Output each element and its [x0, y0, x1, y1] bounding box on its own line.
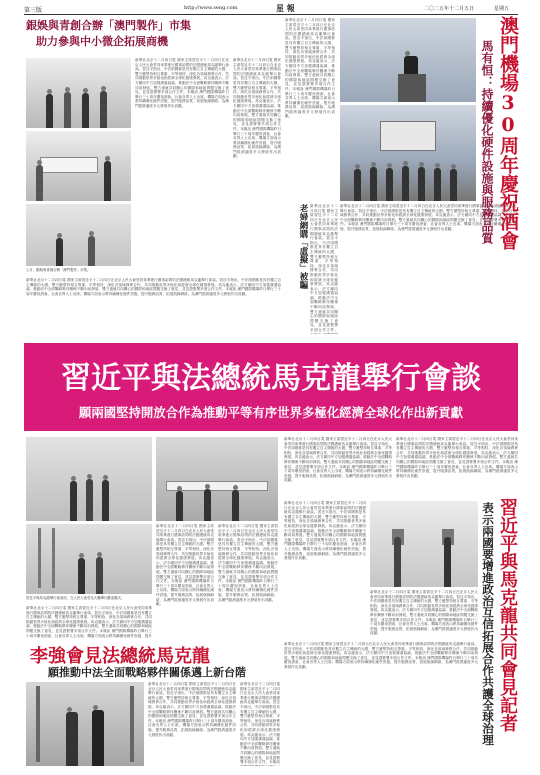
center-body-4: 新華社北京十二月四日電 國家主席習近平十二月四日在北京人民大會堂同來華進行國事訪問的法國總統馬克龍舉行會談。習近平指出，中法兩國都是具有獨立自主傳統的大國，雙方應堅持相互尊重、平等相待，深化各領域務實合作，共同推動世界多極化和經濟全球化健康發展。馬克龍表示，法方願同中方加強溝通協調，推動法中全面戰略夥伴關係不斷向前發展。雙方還就共同關心的國際和地區問題交換了意見，並見證簽署多項合作文件。本報訊 澳門國際機場昨日舉行三十周年慶祝酒會，社會各界人士出席。機場方面表示將持續優化硬件設施，提升服務品質，拓展航線網絡，為澳門經濟適度多元發展作出貢獻。 — [370, 590, 478, 636]
story-bl-body-3: 新華社北京十二月四日電 國家主席習近平十二月四日在北京人民大會堂同來華進行國事訪問的法國總統馬克龍舉行會談。習近平指出，中法兩國都是具有獨立自主傳統的大國，雙方應堅持相互尊重、平等相待，深化各領域務實合作，共同推動世界多極化和經濟全球化健康發展。馬克龍表示，法方願同中方加強溝通協調，推動法中全面戰略夥伴關係不斷向前發展。雙方還就共同關心的國際和地區問題交換了意見，並見證簽署多項合作文件。本報訊 澳門國際機場昨日舉行三十周年慶祝酒會，社會各界人士出席。機場方面表示將持續優化硬件設施，提升服務品質，拓展航線網絡，為澳門經濟適度多元發展作出貢獻。 — [284, 642, 478, 669]
photo-market-stalls — [26, 204, 131, 266]
story-tr-body: 新華社北京十二月四日電 國家主席習近平十二月四日在北京人民大會堂同來華進行國事訪問的法國總統馬克龍舉行會談。習近平指出，中法兩國都是具有獨立自主傳統的大國，雙方應堅持相互尊重、平等相待，深化各領域務實合作，共同推動世界多極化和經濟全球化健康發展。馬克龍表示，法方願同中方加強溝通協調，推動法中全面戰略夥伴關係不斷向前發展。雙方還就共同關心的國際和地區問題交換了意見，並見證簽署多項合作文件。本報訊 澳門國際機場昨日舉行三十周年慶祝酒會，社會各界人士出席。機場方面表示將持續優化硬件設施，提升服務品質，拓展航線網絡，為澳門經濟適度多元發展作出貢獻。 — [340, 204, 516, 231]
center-body-2: 新華社北京十二月四日電 國家主席習近平十二月四日在北京人民大會堂同來華進行國事訪問的法國總統馬克龍舉行會談。習近平指出，中法兩國都是具有獨立自主傳統的大國，雙方應堅持相互尊重、平等相待，深化各領域務實合作，共同推動世界多極化和經濟全球化健康發展。馬克龍表示，法方願同中方加強溝通協調，推動法中全面戰略夥伴關係不斷向前發展。雙方還就共同關心的國際和地區問題交換了意見，並見證簽署多項合作文件。本報訊 澳門國際機場昨日舉行三十周年慶祝酒會，社會各界人士出席。機場方面表示將持續優化硬件設施，提升服務品質，拓展航線網絡，為澳門經濟適度多元發展作出貢獻。 — [396, 437, 518, 478]
masthead-url: http://www.seng.com — [184, 5, 238, 11]
banner-story-body-1: 新華社北京十二月四日電 國家主席習近平十二月四日在北京人民大會堂同來華進行國事訪問的法國總統馬克龍舉行會談。習近平指出，中法兩國都是具有獨立自主傳統的大國，雙方應堅持相互尊重、平等相待，深化各領域務實合作，共同推動世界多極化和經濟全球化健康發展。馬克龍表示，法方願同中方加強溝通協調，推動法中全面戰略夥伴關係不斷向前發展。雙方還就共同關心的國際和地區問題交換了意見，並見證簽署多項合作文件。本報訊 澳門國際機場昨日舉行三十周年慶祝酒會，社會各界人士出席。機場方面表示將持續優化硬件設施，提升服務品質，拓展航線網絡，為澳門經濟適度多元發展作出貢獻。 — [156, 524, 214, 607]
story-mid-body: 新華社北京十二月四日電 國家主席習近平十二月四日在北京人民大會堂同來華進行國事訪問的法國總統馬克龍舉行會談。習近平指出，中法兩國都是具有獨立自主傳統的大國，雙方應堅持相互尊重、平等相待，深化各領域務實合作，共同推動世界多極化和經濟全球化健康發展。馬克龍表示，法方願同中方加強溝通協調，推動法中全面戰略夥伴關係不斷向前發展。雙方還就共同關心的國際和地區問題交換了意見，並見證簽署多項合作文件。本報訊 澳門國際機場昨日舉行三十周年慶祝酒會，社會各界人士出席。機場方面表示將持續優化硬件設施，提升服務品質，拓展航線網絡，為澳門經濟適度多元發展作出貢獻。 — [285, 18, 335, 119]
story-right-subheadline: 表示兩國要增進政治互信拓展合作共護全球治理 — [481, 502, 495, 746]
banner — [24, 343, 518, 431]
story-bl-headline: 李強會見法總統馬克龍 — [30, 646, 210, 667]
page-number: 第三版 — [24, 7, 43, 14]
center-body-3: 新華社北京十二月四日電 國家主席習近平十二月四日在北京人民大會堂同來華進行國事訪問的法國總統馬克龍舉行會談。習近平指出，中法兩國都是具有獨立自主傳統的大國，雙方應堅持相互尊重、平等相待，深化各領域務實合作，共同推動世界多極化和經濟全球化健康發展。馬克龍表示，法方願同中方加強溝通協調，推動法中全面戰略夥伴關係不斷向前發展。雙方還就共同關心的國際和地區問題交換了意見，並見證簽署多項合作文件。本報訊 澳門國際機場昨日舉行三十周年慶祝酒會，社會各界人士出席。機場方面表示將持續優化硬件設施，提升服務品質，拓展航線網絡，為澳門經濟適度多元發展作出貢獻。 — [284, 501, 366, 561]
center-body-1: 新華社北京十二月四日電 國家主席習近平十二月四日在北京人民大會堂同來華進行國事訪問的法國總統馬克龍舉行會談。習近平指出，中法兩國都是具有獨立自主傳統的大國，雙方應堅持相互尊重、平等相待，深化各領域務實合作，共同推動世界多極化和經濟全球化健康發展。馬克龍表示，法方願同中方加強溝通協調，推動法中全面戰略夥伴關係不斷向前發展。雙方還就共同關心的國際和地區問題交換了意見，並見證簽署多項合作文件。本報訊 澳門國際機場昨日舉行三十周年慶祝酒會，社會各界人士出席。機場方面表示將持續優化硬件設施，提升服務品質，拓展航線網絡，為澳門經濟適度多元發展作出貢獻。 — [284, 437, 392, 483]
story-bl-body-2: 新華社北京十二月四日電 國家主席習近平十二月四日在北京人民大會堂同來華進行國事訪問的法國總統馬克龍舉行會談。習近平指出，中法兩國都是具有獨立自主傳統的大國，雙方應堅持相互尊重、平等相待，深化各領域務實合作，共同推動世界多極化和經濟全球化健康發展。馬克龍表示，法方願同中方加強溝通協調，推動法中全面戰略夥伴關係不斷向前發展。雙方還就共同關心的國際和地區問題交換了意見，並見證簽署多項合作文件。本報訊 — [240, 682, 280, 765]
story-bl-subheadline: 願推動中法全面戰略夥伴關係邁上新台階 — [48, 666, 246, 679]
lower-left-body: 新華社北京十二月四日電 國家主席習近平十二月四日在北京人民大會堂同來華進行國事訪問的法國總統馬克龍舉行會談。習近平指出，中法兩國都是具有獨立自主傳統的大國，雙方應堅持相互尊重、平等相待，深化各領域務實合作，共同推動世界多極化和經濟全球化健康發展。馬克龍表示，法方願同中方加強溝通協調，推動法中全面戰略夥伴關係不斷向前發展。雙方還就共同關心的國際和地區問題交換了意見，並見證簽署多項合作文件。本報訊 澳門國際機場昨日舉行三十周年慶祝酒會，社會各界人士出席。機場方面表示將持續優化硬件設施，提升 — [26, 606, 152, 638]
photo-talks-table — [156, 437, 278, 521]
caption-market: 上月，銀娛與青創合辦「澳門製作」市集。 — [26, 268, 91, 272]
banner-story-body-2: 新華社北京十二月四日電 國家主席習近平十二月四日在北京人民大會堂同來華進行國事訪問的法國總統馬克龍舉行會談。習近平指出，中法兩國都是具有獨立自主傳統的大國，雙方應堅持相互尊重、平等相待，深化各領域務實合作，共同推動世界多極化和經濟全球化健康發展。馬克龍表示，法方願同中方加強溝通協調，推動法中全面戰略夥伴關係不斷向前發展。雙方還就共同關心的國際和地區問題交換了意見，並見證簽署多項合作文件。本報訊 澳門國際機場昨日舉行三十周年慶祝酒會，社會各界人士出席。機場方面表示將持續優化硬件設施，提升服務品質，拓展航線網絡，為澳門經濟適度多元發展作出貢獻。 — [218, 524, 278, 602]
banner-subtitle: 願兩國堅持開放合作為推動平等有序世界多極化經濟全球化作出新貢獻 — [78, 405, 464, 420]
story-mid-headline: 老婦網購「虛擬」被騙 — [298, 204, 308, 289]
masthead — [24, 4, 518, 14]
photo-airport-stage — [340, 105, 476, 201]
masthead-weekday: 星期五 — [494, 6, 510, 12]
story-right-headline: 習近平與馬克龍共同會見記者 — [497, 498, 518, 732]
story-bl-body-1: 新華社北京十二月四日電 國家主席習近平十二月四日在北京人民大會堂同來華進行國事訪問的法國總統馬克龍舉行會談。習近平指出，中法兩國都是具有獨立自主傳統的大國，雙方應堅持相互尊重、平等相待，深化各領域務實合作，共同推動世界多極化和經濟全球化健康發展。馬克龍表示，法方願同中方加強溝通協調，推動法中全面戰略夥伴關係不斷向前發展。雙方還就共同關心的國際和地區問題交換了意見，並見證簽署多項合作文件。本報訊 澳門國際機場昨日舉行三十周年慶祝酒會，社會各界人士出席。機場方面表示將持續優化硬件設施，提升服務品質，拓展航線網絡，為澳門經濟適度多元發展作出貢獻。 — [148, 682, 236, 737]
masthead-rule — [24, 14, 518, 15]
story-tr-headline: 澳門機場30周年慶祝酒會 — [497, 16, 519, 250]
story-tl-body-3: 新華社北京十二月四日電 國家主席習近平十二月四日在北京人民大會堂同來華進行國事訪問的法國總統馬克龍舉行會談。習近平指出，中法兩國都是具有獨立自主傳統的大國，雙方應堅持相互尊重、平等相待，深化各領域務實合作，共同推動世界多極化和經濟全球化健康發展。馬克龍表示，法方願同中方加強溝通協調，推動法中全面戰略夥伴關係不斷向前發展。雙方還就共同關心的國際和地區問題交換了意見，並見證簽署多項合作文件。本報訊 澳門國際機場昨日舉行三十周年慶祝酒會，社會各界人士出席。機場方面表示將持續優化硬件設施，提升服務品質，拓展航線網絡，為澳門經濟適度多元發展作出貢獻。 — [26, 278, 281, 296]
photo-press-conference — [370, 501, 478, 587]
story-tr-subheadline: 馬有恒：持續優化硬件設施與服務品質 — [480, 40, 494, 244]
caption-welcome: 習近平與馬克龍舉行會談前，在人民大會堂北大廳舉行歡迎儀式。 — [26, 596, 125, 600]
story-tl-body-2: 新華社北京十二月四日電 國家主席習近平十二月四日在北京人民大會堂同來華進行國事訪問的法國總統馬克龍舉行會談。習近平指出，中法兩國都是具有獨立自主傳統的大國，雙方應堅持相互尊重、平等相待，深化各領域務實合作，共同推動世界多極化和經濟全球化健康發展。馬克龍表示，法方願同中方加強溝通協調，推動法中全面戰略夥伴關係不斷向前發展。雙方還就共同關心的國際和地區問題交換了意見，並見證簽署多項合作文件。本報訊 澳門國際機場昨日舉行三十周年慶祝酒會，社會各界人士出席。機場方面表示將持續優化硬件設施，提升服務品質，拓展航線網絡，為澳門經濟適度多元發展作出貢獻。 — [233, 58, 281, 159]
masthead-date: 二〇二五年十二月五日 — [424, 6, 475, 12]
story-tl-body-1: 新華社北京十二月四日電 國家主席習近平十二月四日在北京人民大會堂同來華進行國事訪問的法國總統馬克龍舉行會談。習近平指出，中法兩國都是具有獨立自主傳統的大國，雙方應堅持相互尊重、平等相待，深化各領域務實合作，共同推動世界多極化和經濟全球化健康發展。馬克龍表示，法方願同中方加強溝通協調，推動法中全面戰略夥伴關係不斷向前發展。雙方還就共同關心的國際和地區問題交換了意見，並見證簽署多項合作文件。本報訊 澳門國際機場昨日舉行三十周年慶祝酒會，社會各界人士出席。機場方面表示將持續優化硬件設施，提升服務品質，拓展航線網絡，為澳門經濟適度多元發展作出貢獻。 — [135, 58, 229, 108]
photo-flags-lineup — [26, 524, 152, 594]
story-tl-subheadline: 助力參與中小微企拓展商機 — [36, 35, 168, 48]
photo-welcome-ceremony — [26, 437, 152, 521]
photo-li-qiang-macron — [26, 682, 144, 766]
story-tl-headline: 銀娛與青創合辦「澳門製作」市集 — [26, 19, 191, 32]
story-mid-body-2: 新華社北京十二月四日電 國家主席習近平十二月四日在北京人民大會堂同來華進行國事訪問的法國總統馬克龍舉行會談。習近平指出，中法兩國都是具有獨立自主傳統的大國，雙方應堅持相互尊重、平等相待，深化各領域務實合作，共同推動世界多極化和經濟全球化健康發展。馬克龍表示，法方願同中方加強溝通協調，推動法中全面戰略夥伴關係不斷向前發展。雙方還就共同關心的國際和地區問題交換了意見，並見證簽署多項合作文件。 — [310, 204, 338, 333]
photo-airport-speech — [340, 18, 476, 102]
photo-market-group — [26, 58, 131, 128]
photo-market-cheque — [26, 131, 131, 201]
banner-title: 習近平與法總統馬克龍舉行會談 — [61, 361, 481, 396]
paper-name: 星 報 — [276, 3, 295, 13]
